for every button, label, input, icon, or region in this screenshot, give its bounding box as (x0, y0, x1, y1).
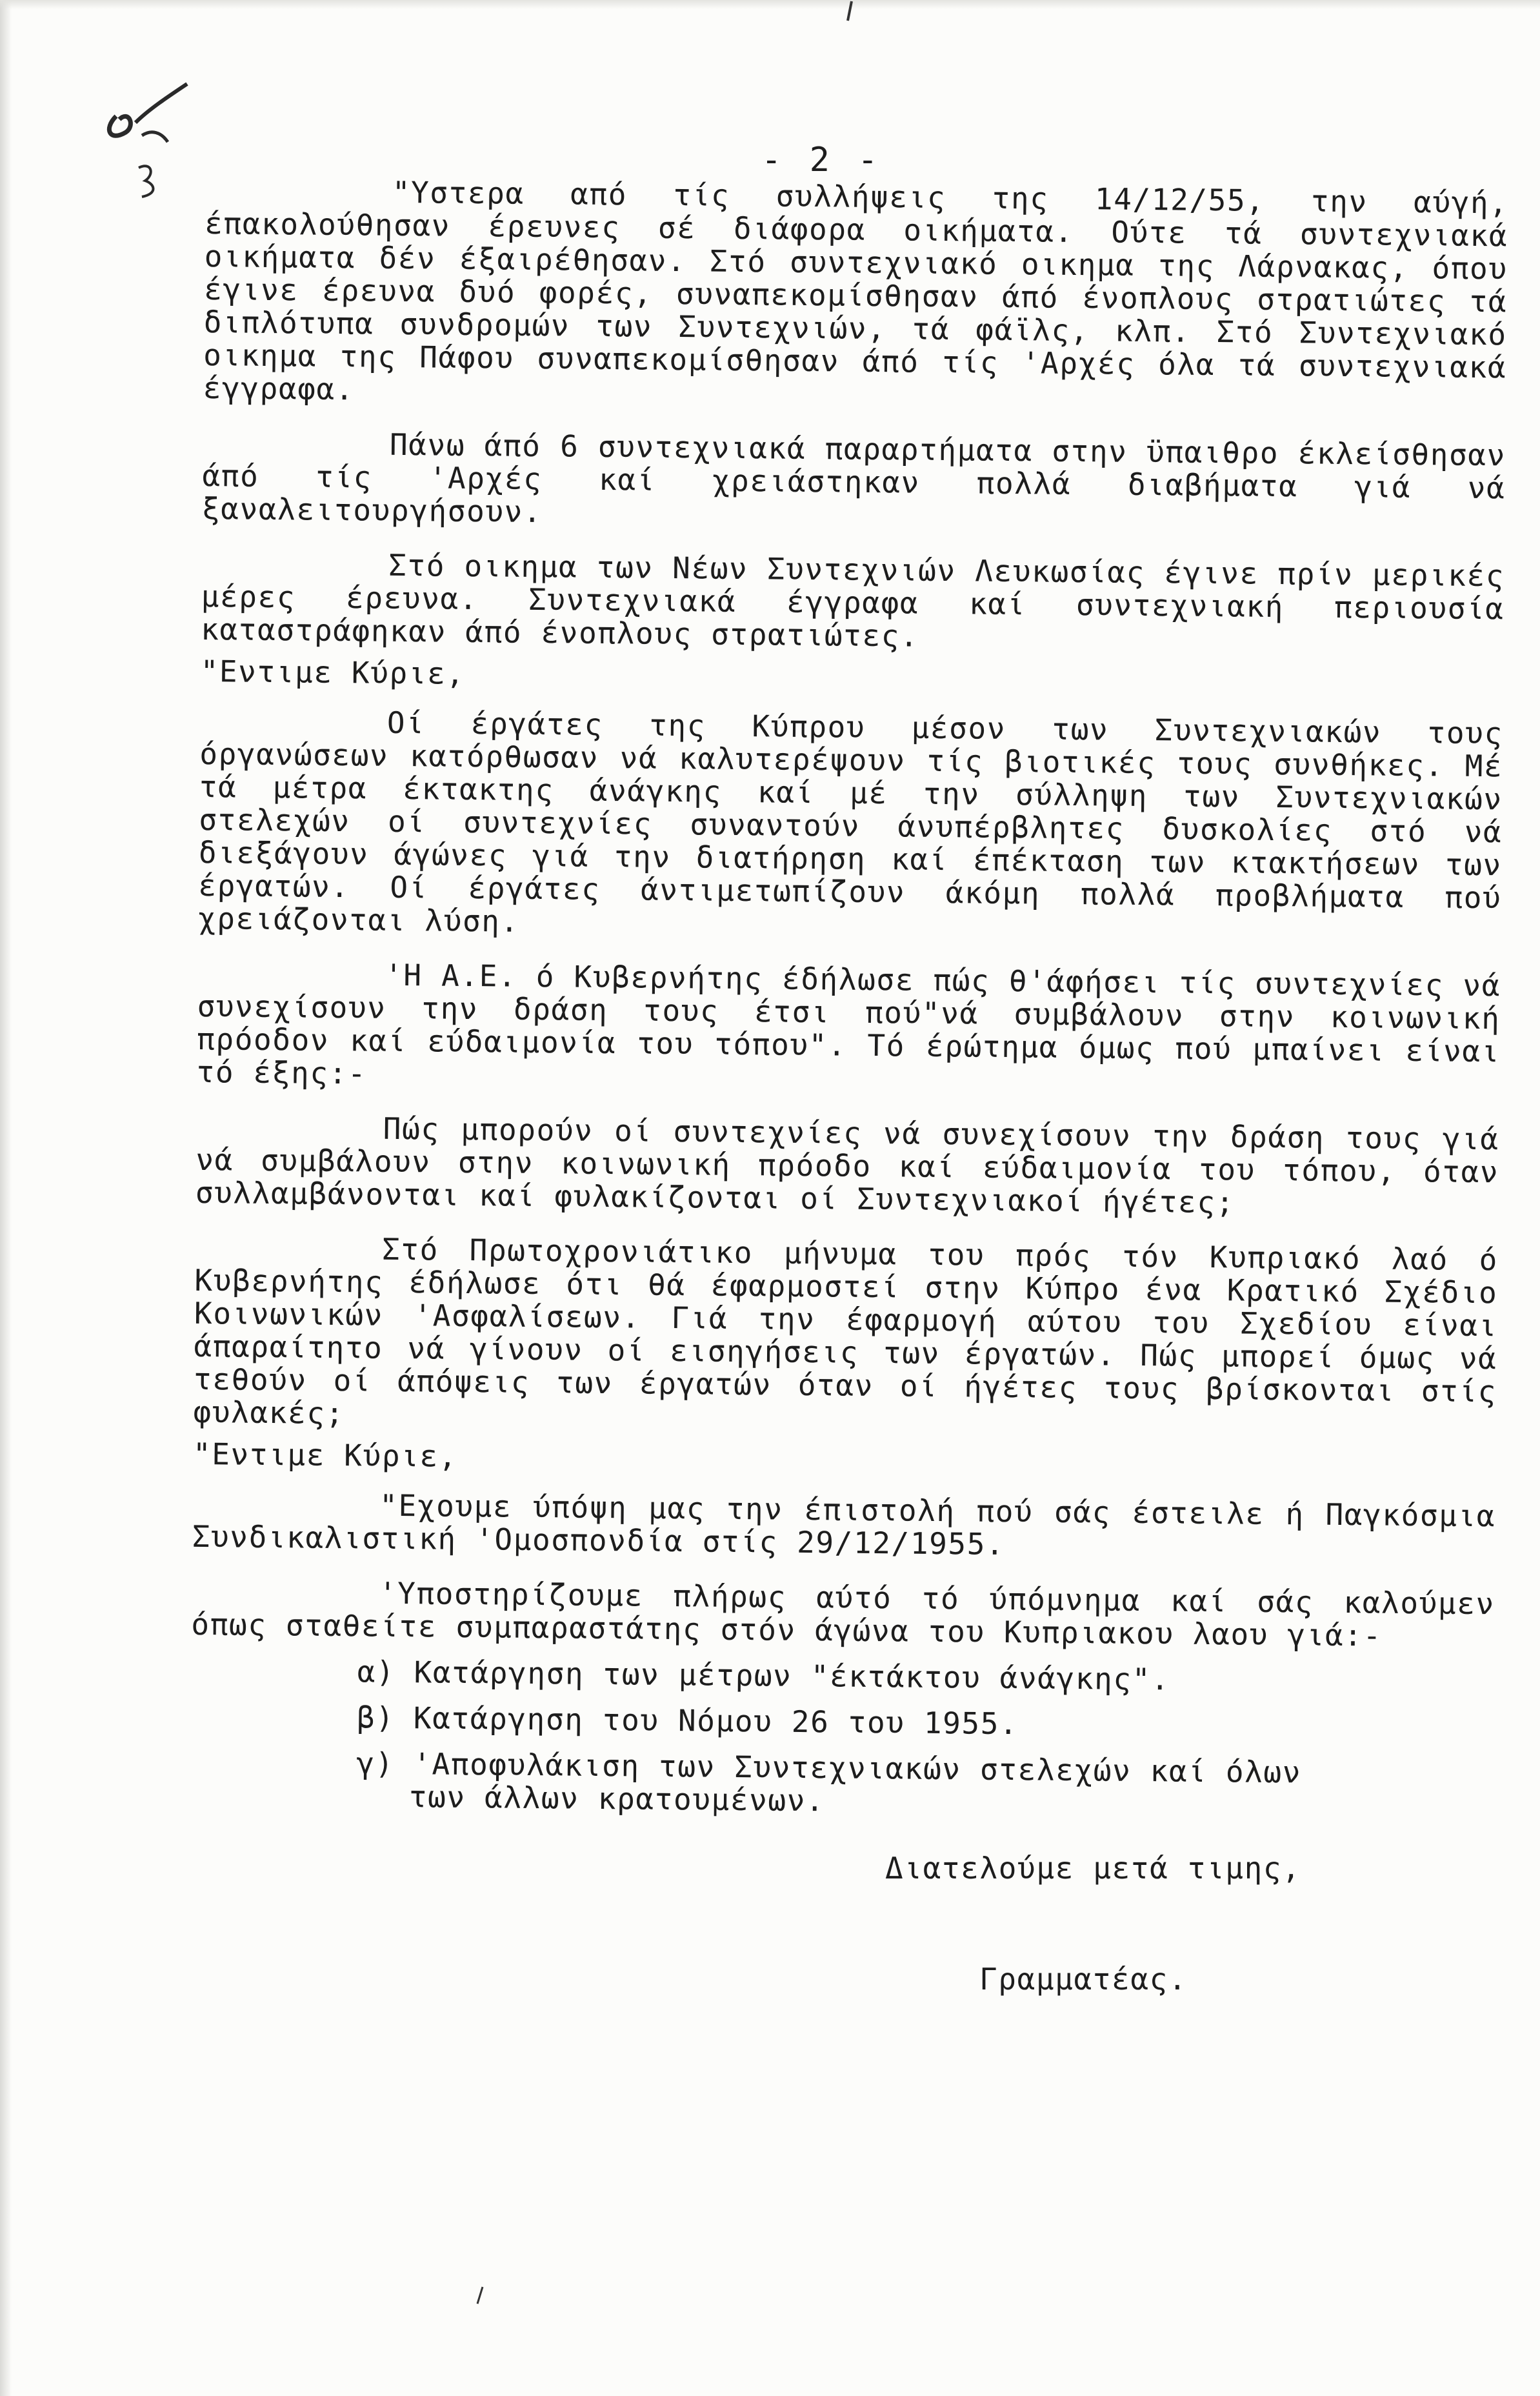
letter-body (190, 174, 1508, 1824)
list-item (357, 1655, 1494, 1699)
paragraph-support: 'Υποστηρίζουμε πλήρως αύτό τό ύπόμνημα καί σάς καλούμεν όπως σταθείτε συμπαραστάτης στόν άγώνα του Κυπριακου λαου γιά:- (191, 1575, 1495, 1653)
paragraph-branches: Πάνω άπό 6 συντεχνιακά παραρτήματα στην ϋπαιθρο έκλείσθησαν άπό τίς 'Αρχές καί χρειάστηκαν πολλά διαβήματα γιά νά ξαναλειτουργήσουν. (201, 427, 1506, 530)
list-item-text: 'Αποφυλάκιση των Συντεχνιακών στελεχών καί όλων (413, 1746, 1302, 1790)
salutation: "Εντιμε Κύριε, (192, 1436, 458, 1474)
paragraph-new-year: Στό Πρωτοχρονιάτικο μήνυμα του πρός τόν Κυπριακό λαό ό Κυβερνήτης έδήλωσε ότι θά έφαρμοστεί στην Κύπρο ένα Κρατικό Σχέδιο Κοινωνικών 'Ασφαλίσεων. Γιά την έφαρμογή αύτου του Σχεδίου είναι άπαραίτητο νά γίνουν οί εισηγήσεις των έργατών. Πώς μπορεί όμως νά τεθούν οί άπόψεις των έργατών όταν οί ήγέτες τους βρίσκονται στίς φυλακές; (193, 1231, 1499, 1431)
list-item-continuation: των άλλων κρατουμένων. (408, 1779, 825, 1818)
list-marker: α) (357, 1654, 395, 1689)
paragraph-new-unions: Στό οικημα των Νέων Συντεχνιών Λευκωσίας έγινε πρίν μερικές μέρες έρευνα. Συντεχνιακά έγγραφα καί συντεχνιακή περιουσία καταστράφηκαν άπό ένοπλους στρατιώτες. (200, 547, 1505, 654)
list-item (357, 1701, 1494, 1745)
page-number: - 2 - (761, 141, 882, 179)
paragraph-governor: 'Η Α.Ε. ό Κυβερνήτης έδήλωσε πώς θ'άφήσει τίς συντεχνίες νά συνεχίσουν την δράση τους έτσι πού"νά συμβάλουν στην κοινωνική πρόοδον καί εύδαιμονία του τόπου". Τό έρώτημα όμως πού μπαίνει είναι τό έξης:- (196, 957, 1501, 1091)
handwritten-mark-icon (90, 71, 206, 200)
list-item (356, 1747, 1494, 1824)
closing-formula: Διατελούμε μετά τιμης, (885, 1851, 1301, 1886)
paragraph-question: Πώς μπορούν οί συντεχνίες νά συνεχίσουν την δράση τους γιά νά συμβάλουν στην κοινωνική πρόοδο καί εύδαιμονία του τόπου, όταν συλλαμβάνονται καί φυλακίζονται οί Συντεχνιακοί ήγέτες; (195, 1111, 1499, 1220)
list-item-text: Κατάργηση του Νόμου 26 του 1955. (413, 1700, 1019, 1742)
scan-edge-left (0, 0, 12, 2396)
paragraph-workers: Οί έργάτες της Κύπρου μέσον των Συντεχνιακών τους όργανώσεων κατόρθωσαν νά καλυτερέψουν τίς βιοτικές τους συνθήκες. Μέ τά μέτρα έκτακτης άνάγκης καί μέ την σύλληψη των Συντεχνιακών στελεχών οί συντεχνίες συναντούν άνυπέρβλητες δυσκολίες στό νά διεξάγουν άγώνες γιά την διατήρηση καί έπέκταση των κτακτήσεων των έργατών. Οί έργάτες άντιμετωπίζουν άκόμη πολλά προβλήματα πού χρειάζονται λύση. (197, 705, 1504, 939)
list-marker: γ) (356, 1746, 395, 1781)
scan-edge-top (0, 0, 1540, 9)
tick-mark-icon (471, 2284, 490, 2310)
paragraph-searches: "Υστερα από τίς συλλήψεις της 14/12/55, την αύγή, έπακολούθησαν έρευνες σέ διάφορα οικήματα. Ούτε τά συντεχνιακά οικήματα δέν έξαιρέθησαν. Στό συντεχνιακό οικημα της Λάρνακας, όπου έγινε έρευνα δυό φορές, συναπεκομίσθησαν άπό ένοπλους στρατιώτες τά διπλότυπα συνδρομών των Συντεχνιών, τά φάϊλς, κλπ. Στό Συντεχνιακό οικημα της Πάφου συναπεκομίσθησαν άπό τίς 'Αρχές όλα τά συντεχνιακά έγγραφα. (203, 174, 1508, 407)
paragraph-wftu: "Εχουμε ύπόψη μας την έπιστολή πού σάς έστειλε ή Παγκόσμια Συνδικαλιστική 'Ομοσπονδία στίς 29/12/1955. (192, 1487, 1496, 1562)
demands-list (190, 1654, 1494, 1824)
list-item-text: Κατάργηση των μέτρων "έκτάκτου άνάγκης". (414, 1655, 1170, 1697)
list-marker: β) (356, 1700, 395, 1735)
salutation: "Εντιμε Κύριε, (200, 653, 465, 691)
signature-title: Γραμματέας. (979, 1962, 1188, 1997)
tick-mark-icon (839, 0, 865, 26)
